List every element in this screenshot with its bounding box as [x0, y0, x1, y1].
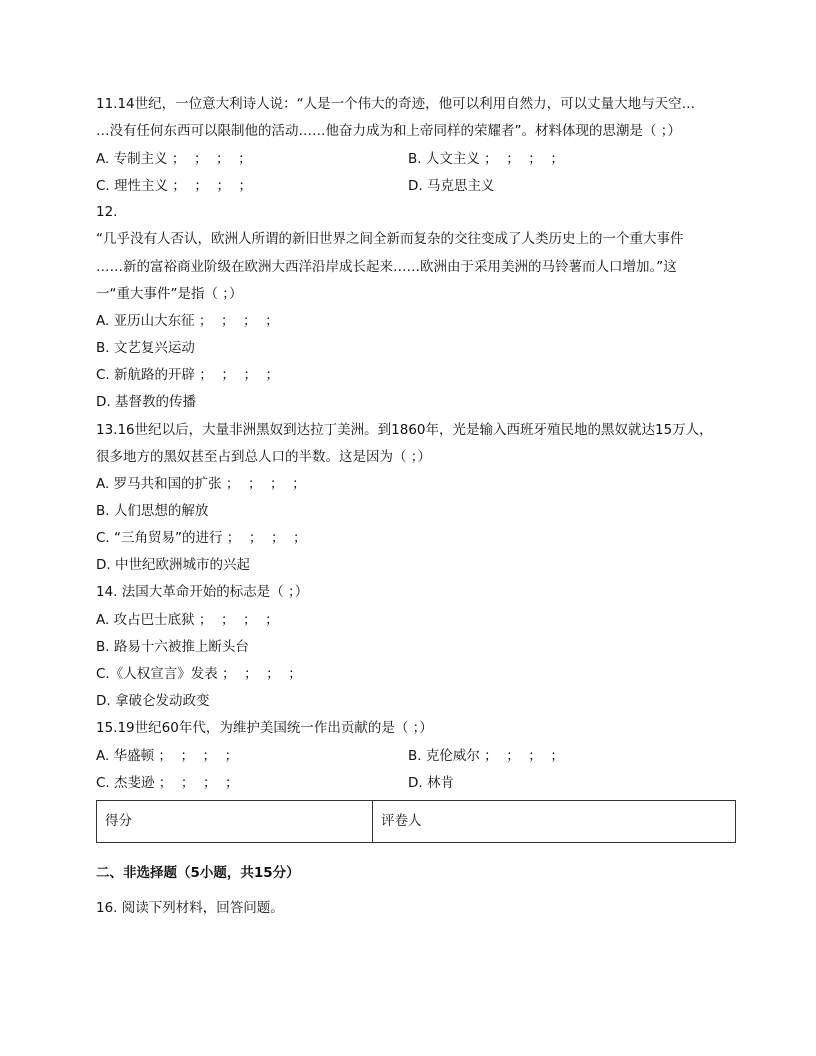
- q12-stem-line3: 一“重大事件”是指（ ；）: [96, 286, 243, 302]
- q15-option-a: A. 华盛顿 ； ； ； ；: [96, 748, 239, 764]
- q12-number: 12.: [96, 204, 118, 220]
- q11-option-a: A. 专制主义 ； ； ； ；: [96, 151, 252, 167]
- q12-option-a: A. 亚历山大东征 ； ； ； ；: [96, 313, 279, 329]
- q14-option-d: D. 拿破仑发动政变: [96, 693, 210, 709]
- q13-stem-line2: 很多地方的黑奴甚至占到总人口的半数。这是因为（ ；）: [96, 449, 432, 465]
- q15-option-b: B. 克伦威尔 ； ； ； ；: [408, 748, 564, 764]
- q12-stem-line2: ……新的富裕商业阶级在欧洲大西洋沿岸成长起来……欧洲由于采用美洲的马铃薯而人口增加。”这: [96, 259, 677, 275]
- score-table: [96, 800, 736, 843]
- q14-option-a: A. 攻占巴士底狱 ； ； ； ；: [96, 612, 279, 628]
- q13-option-a: A. 罗马共和国的扩张 ； ； ； ；: [96, 476, 306, 492]
- q13-stem-line1: 13.16世纪以后，大量非洲黑奴到达拉丁美洲。到1860年，光是输入西班牙殖民地的黑奴就达15万人，: [96, 422, 713, 438]
- q14-stem-line1: 14. 法国大革命开始的标志是（ ；）: [96, 584, 309, 600]
- q11-stem-line1: 11.14世纪，一位意大利诗人说：“人是一个伟大的奇迹，他可以利用自然力，可以丈量大地与天空…: [96, 96, 696, 112]
- q11-option-c: C. 理性主义 ； ； ； ；: [96, 178, 253, 194]
- q12-stem-line1: “几乎没有人否认，欧洲人所谓的新旧世界之间全新而复杂的交往变成了人类历史上的一个重大事件: [96, 231, 684, 247]
- q13-option-b: B. 人们思想的解放: [96, 503, 209, 519]
- q11-option-d: D. 马克思主义: [408, 178, 495, 194]
- q12-option-c: C. 新航路的开辟 ； ； ； ；: [96, 367, 280, 383]
- q11-option-b: B. 人文主义 ； ； ； ；: [408, 151, 564, 167]
- q14-option-b: B. 路易十六被推上断头台: [96, 639, 249, 655]
- q12-option-d: D. 基督教的传播: [96, 394, 196, 410]
- q15-option-d: D. 林肯: [408, 775, 454, 791]
- section-title: 二、非选择题（5小题，共15分）: [96, 865, 300, 881]
- grader-cell: 评卷人: [381, 813, 422, 829]
- q16-stem: 16. 阅读下列材料，回答问题。: [96, 900, 284, 916]
- q13-option-c: C. “三角贸易”的进行 ； ； ； ；: [96, 530, 307, 546]
- q15-option-c: C. 杰斐逊 ； ； ； ；: [96, 775, 239, 791]
- q15-stem-line1: 15.19世纪60年代，为维护美国统一作出贡献的是（ ；）: [96, 720, 433, 736]
- q14-option-c: C.《人权宣言》发表 ； ； ； ；: [96, 666, 302, 682]
- score-cell: 得分: [97, 801, 373, 842]
- q11-stem-line2: …没有任何东西可以限制他的活动……他奋力成为和上帝同样的荣耀者”。材料体现的思潮是（ ；）: [96, 123, 682, 139]
- q12-option-b: B. 文艺复兴运动: [96, 340, 195, 356]
- q13-option-d: D. 中世纪欧洲城市的兴起: [96, 557, 250, 573]
